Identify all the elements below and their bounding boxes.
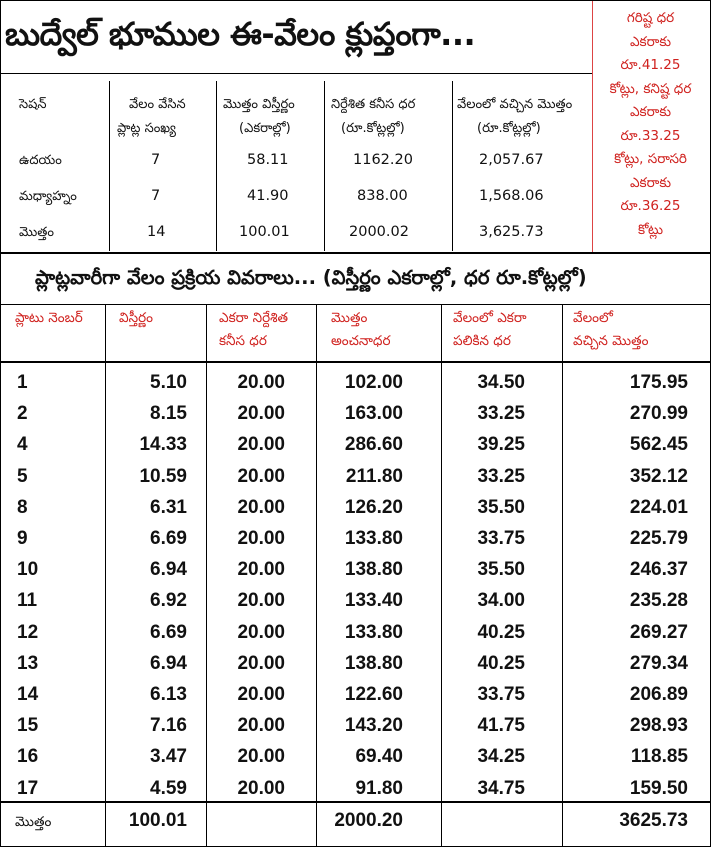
- plot-header-line: అంచనాధర: [331, 333, 391, 349]
- plot-number: 14: [17, 684, 39, 705]
- page-title: బుద్వేల్ భూముల ఈ-వేలం క్లుప్తంగా...: [5, 15, 476, 53]
- summary-cell: మధ్యాహ్నం: [19, 189, 77, 204]
- plot-min-price: 20.00: [237, 559, 285, 581]
- summary-header: సెషన్: [19, 97, 47, 112]
- plot-bid-price: 34.25: [477, 746, 525, 768]
- summary-cell: 7: [151, 188, 161, 204]
- plot-number: 15: [17, 715, 39, 737]
- plot-estimate: 138.80: [344, 652, 403, 674]
- table-row: [1, 522, 710, 556]
- divider: [1, 304, 710, 305]
- plot-area: 6.94: [150, 559, 187, 581]
- plot-estimate: 91.80: [355, 777, 403, 799]
- plot-amount: 562.45: [629, 434, 688, 456]
- plot-bid-price: 33.25: [477, 465, 525, 487]
- plot-estimate: 143.20: [344, 715, 403, 737]
- total-estimate: 2000.20: [334, 810, 403, 831]
- plot-number: 13: [17, 652, 39, 674]
- plot-header-line: ఎకరా నిర్దేశిత: [219, 310, 288, 326]
- divider: [1, 361, 710, 363]
- plot-header: [119, 307, 153, 330]
- summary-cell: 1162.20: [353, 152, 413, 168]
- summary-cell: 100.01: [239, 224, 290, 240]
- plot-estimate: 163.00: [344, 403, 403, 425]
- plot-header-line: మొత్తం: [331, 310, 368, 326]
- plot-area: 3.47: [150, 746, 187, 768]
- summary-cell: 58.11: [247, 152, 289, 168]
- side-note-line: ఎకరాకు: [629, 33, 672, 50]
- plot-area: 14.33: [139, 434, 187, 456]
- table-row: [1, 366, 710, 400]
- plot-min-price: 20.00: [237, 528, 285, 549]
- side-note: [593, 7, 708, 242]
- plot-min-price: 20.00: [237, 496, 285, 518]
- summary-header: మొత్తం విస్తీర్ణం: [223, 97, 295, 112]
- plot-min-price: 20.00: [237, 684, 285, 705]
- plot-area: 6.69: [150, 528, 187, 549]
- table-row: [1, 647, 710, 681]
- plot-min-price: 20.00: [237, 590, 285, 612]
- plot-estimate: 133.80: [344, 621, 403, 643]
- plot-estimate: 122.60: [344, 684, 403, 705]
- plot-bid-price: 33.75: [477, 684, 525, 705]
- plot-amount: 298.93: [629, 715, 688, 737]
- plot-bid-price: 34.50: [477, 372, 525, 393]
- summary-cell: 41.90: [247, 188, 289, 204]
- plot-bid-price: 39.25: [477, 434, 525, 456]
- plot-bid-price: 35.50: [477, 559, 525, 581]
- divider: [109, 81, 110, 251]
- side-note-line: కోట్లు, సరాసరి: [614, 151, 687, 167]
- plot-number: 2: [17, 403, 28, 425]
- plot-min-price: 20.00: [237, 621, 285, 643]
- plot-header-line: ప్లాటు నెంబర్: [15, 310, 83, 326]
- plot-amount: 270.99: [629, 403, 688, 425]
- plot-amount: 206.89: [629, 684, 688, 705]
- plot-min-price: 20.00: [237, 434, 285, 456]
- side-note-line: కోట్లు: [637, 221, 664, 238]
- summary-cell: మొత్తం: [19, 225, 54, 240]
- summary-cell: 3,625.73: [479, 224, 544, 240]
- summary-cell: 2,057.67: [479, 152, 544, 168]
- plot-min-price: 20.00: [237, 746, 285, 768]
- plot-bid-price: 41.75: [477, 715, 525, 737]
- table-row: [1, 584, 710, 618]
- summary-header: (రూ.కోట్లల్లో): [477, 121, 541, 136]
- summary-header: వేలంలో వచ్చిన మొత్తం: [457, 97, 573, 112]
- plot-header-line: వేలంలో ఎకరా: [453, 310, 527, 326]
- summary-cell: 14: [147, 224, 166, 240]
- plot-number: 5: [17, 465, 28, 487]
- plot-estimate: 286.60: [344, 434, 403, 456]
- divider: [216, 81, 217, 251]
- side-note-line: కోట్లు, కనిష్ట ధర: [609, 80, 692, 97]
- plot-number: 12: [17, 621, 39, 643]
- plot-min-price: 20.00: [237, 715, 285, 737]
- plot-bid-price: 33.75: [477, 528, 525, 549]
- plot-estimate: 133.80: [344, 528, 403, 549]
- table-row: [1, 678, 710, 712]
- table-row: [1, 616, 710, 650]
- plot-area: 6.69: [150, 621, 187, 643]
- summary-header: వేలం వేసిన: [129, 97, 186, 112]
- plot-bid-price: 34.75: [477, 777, 525, 799]
- divider: [324, 81, 325, 251]
- plot-header: [219, 307, 288, 353]
- plot-area: 6.94: [150, 652, 187, 674]
- plot-header: [331, 307, 390, 353]
- plot-header-line: వేలంలో: [573, 310, 613, 326]
- plot-bid-price: 33.25: [477, 403, 525, 425]
- divider: [452, 81, 453, 251]
- summary-cell: 2000.02: [349, 224, 409, 240]
- table-row: [1, 553, 710, 587]
- plot-amount: 118.85: [630, 746, 688, 768]
- summary-header: నిర్దేశిత కనీస ధర: [331, 97, 416, 112]
- plot-estimate: 102.00: [344, 372, 403, 393]
- side-note-line: రూ.33.25: [620, 127, 681, 144]
- table-row: [1, 397, 710, 431]
- side-note-line: ఎకరాకు: [629, 174, 672, 191]
- plot-estimate: 138.80: [344, 559, 403, 581]
- total-area: 100.01: [128, 810, 187, 831]
- plot-area: 7.16: [150, 715, 187, 737]
- plot-bid-price: 35.50: [477, 496, 525, 518]
- plot-header-line: విస్తీర్ణం: [119, 310, 153, 326]
- plot-amount: 175.95: [629, 372, 688, 393]
- side-note-line: రూ.41.25: [620, 57, 681, 73]
- side-note-line: ఎకరాకు: [629, 104, 672, 120]
- plot-number: 16: [17, 746, 39, 768]
- plot-number: 17: [17, 777, 39, 799]
- plot-amount: 279.34: [629, 652, 688, 674]
- plot-header: [15, 307, 83, 330]
- plot-estimate: 126.20: [344, 496, 403, 518]
- plot-min-price: 20.00: [237, 777, 285, 799]
- plot-amount: 246.37: [629, 559, 688, 581]
- summary-header: (రూ.కోట్లల్లో): [341, 121, 405, 136]
- plot-header: [453, 307, 527, 353]
- table-row: [1, 428, 710, 462]
- summary-cell: 1,568.06: [479, 188, 544, 204]
- table-row: [1, 491, 710, 525]
- plot-number: 9: [17, 528, 28, 549]
- plot-min-price: 20.00: [237, 372, 285, 393]
- summary-cell: 7: [151, 152, 161, 168]
- table-row: [1, 740, 710, 774]
- plot-estimate: 69.40: [355, 746, 403, 768]
- plot-min-price: 20.00: [237, 403, 285, 425]
- plot-bid-price: 34.00: [477, 590, 525, 612]
- plot-area: 6.13: [150, 684, 187, 705]
- plot-bid-price: 40.25: [477, 652, 525, 674]
- total-label: మొత్తం: [15, 814, 52, 830]
- plot-estimate: 211.80: [345, 465, 403, 487]
- plot-min-price: 20.00: [237, 465, 285, 487]
- plot-header-line: పలికిన ధర: [453, 333, 511, 349]
- plot-area: 6.92: [150, 590, 187, 612]
- total-amount: 3625.73: [619, 810, 688, 831]
- plot-amount: 225.79: [629, 528, 688, 549]
- plot-area: 4.59: [150, 777, 187, 799]
- section-subtitle: ప్లాట్లవారీగా వేలం ప్రక్రియ వివరాలు... (విస్తీర్ణం ఎకరాల్లో, ధర రూ.కోట్లల్లో): [35, 266, 587, 289]
- plot-amount: 235.28: [629, 590, 688, 612]
- plot-number: 1: [17, 372, 28, 393]
- divider: [1, 801, 710, 803]
- side-note-line: గరిష్ట ధర: [626, 10, 675, 26]
- plot-amount: 224.01: [629, 496, 688, 518]
- plot-amount: 352.12: [629, 465, 688, 487]
- total-row: [1, 804, 710, 838]
- plot-bid-price: 40.25: [477, 621, 525, 643]
- plot-header-line: కనీస ధర: [219, 333, 267, 349]
- divider: [1, 252, 710, 254]
- plot-area: 10.59: [139, 465, 187, 487]
- plot-area: 8.15: [150, 403, 187, 425]
- plot-number: 4: [17, 434, 28, 456]
- summary-header: (ఎకరాల్లో): [239, 121, 291, 136]
- plot-number: 11: [17, 590, 38, 612]
- plot-header-line: వచ్చిన మొత్తం: [573, 333, 649, 349]
- plot-area: 5.10: [150, 372, 187, 393]
- plot-area: 6.31: [150, 496, 187, 518]
- plot-number: 10: [17, 559, 39, 581]
- side-note-line: రూ.36.25: [620, 198, 681, 214]
- plot-amount: 269.27: [629, 621, 688, 643]
- plot-header: [573, 307, 648, 353]
- summary-cell: ఉదయం: [19, 153, 62, 168]
- plot-number: 8: [17, 496, 28, 518]
- plot-amount: 159.50: [629, 777, 688, 799]
- plot-min-price: 20.00: [237, 652, 285, 674]
- summary-header: ప్లాట్ల సంఖ్య: [117, 121, 176, 136]
- plot-estimate: 133.40: [344, 590, 403, 612]
- summary-cell: 838.00: [357, 188, 408, 204]
- divider: [1, 73, 592, 74]
- table-row: [1, 460, 710, 494]
- table-row: [1, 709, 710, 743]
